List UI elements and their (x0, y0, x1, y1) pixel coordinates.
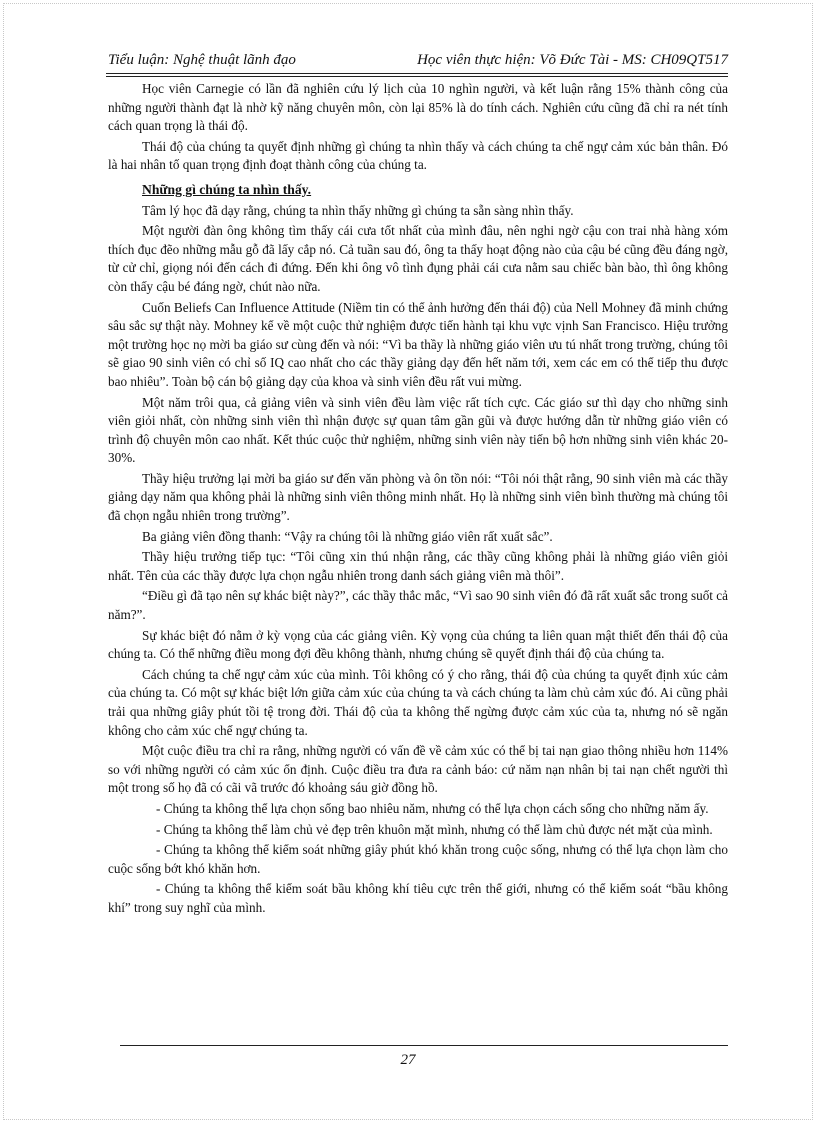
paragraph-13: Một cuộc điều tra chỉ ra rằng, những người có vấn đề về cảm xúc có thể bị tai nạn giao thông nhiều hơn 114% so với những người có cảm xúc ổn định. Cuộc điều tra đưa ra cảnh báo: cứ năm nạn nhân bị tai nạn chết người thì một trong số họ đã có cãi vã trước đó khoảng sáu giờ đồng hồ. (108, 743, 728, 796)
paragraph-11: Sự khác biệt đó nằm ở kỳ vọng của các giảng viên. Kỳ vọng của chúng ta liên quan mật thiết đến thái độ của chúng ta. Có thể những điều mong đợi đều không thành, nhưng chúng sẽ quyết định thái độ của chúng ta. (108, 627, 728, 662)
bullet-item-4: - Chúng ta không thể kiểm soát bầu không khí tiêu cực trên thế giới, nhưng có thể kiểm soát “bầu không khí” trong suy nghĩ của mình. (108, 881, 728, 915)
page-number: 27 (400, 1052, 416, 1068)
paragraph-1: Học viên Carnegie có lần đã nghiên cứu lý lịch của 10 nghìn người, và kết luận rằng 15% thành công của những người thành đạt là nhờ kỹ năng chuyên môn, còn lại 85% là do tính cách. Nghiên cứu cũng đã chỉ ra nét tính cách quan trọng là thái độ. (108, 81, 728, 134)
header-author: Học viên thực hiện: Võ Đức Tài - MS: CH09QT517 (417, 52, 728, 68)
section-heading: Những gì chúng ta nhìn thấy. (142, 181, 312, 197)
page-header (108, 52, 728, 69)
header-title: Tiểu luận: Nghệ thuật lãnh đạo (108, 52, 296, 68)
header-rule (106, 73, 728, 77)
paragraph-4: Một người đàn ông không tìm thấy cái cưa tốt nhất của mình đâu, nên nghi ngờ cậu con trai nhà hàng xóm thích đục đẽo những mẫu gỗ đã lấy cắp nó. Cả tuần sau đó, ông ta thấy hoạt động nào của cậu bé cũng đều đáng ngờ, từ cử chỉ, giọng nói đến cách đi đứng. Đến khi ông vô tình đụng phải cái cưa nằm sau chiếc bàn bào, thì ông không còn thấy cậu bé đáng ngờ, chút nào nữa. (108, 223, 728, 294)
paragraph-12: Cách chúng ta chế ngự cảm xúc của mình. Tôi không có ý cho rằng, thái độ của chúng ta quyết định xúc cảm của chúng ta. Có một sự khác biệt lớn giữa cảm xúc của chúng ta và cách chúng ta làm chủ cảm xúc đó. Ai cũng phải trải qua những giây phút tồi tệ trong đời. Thái độ của ta không thể ngừng được cảm xúc của ta, nhưng nó sẽ ngăn không cho cảm xúc chế ngự chúng ta. (108, 666, 728, 738)
paragraph-5: Cuốn Beliefs Can Influence Attitude (Niềm tin có thể ảnh hưởng đến thái độ) của Nell Mohney đã minh chứng sâu sắc sự thật này. Mohney kể về một cuộc thử nghiệm được tiến hành tại khu vực vịnh San Francisco. Hiệu trưởng một trường học nọ mời ba giáo sư cùng đến và nói: “Vì ba thầy là những giáo viên ưu tú nhất trong trường, chúng tôi sẽ giao 90 sinh viên có chỉ số IQ cao nhất cho các thầy giảng dạy đến hết năm tới, xem các em có thể tiếp thu được bao nhiêu”. Toàn bộ cán bộ giảng dạy của khoa và sinh viên đều rất vui mừng. (108, 299, 728, 389)
paragraph-6: Một năm trôi qua, cả giảng viên và sinh viên đều làm việc rất tích cực. Các giáo sư thì dạy cho những sinh viên giỏi nhất, còn những sinh viên thì nhận được sự quan tâm gần gũi và được hướng dẫn từ những giáo viên có trình độ chuyên môn cao nhất. Kết thúc cuộc thử nghiệm, những sinh viên này tiến bộ hơn những sinh viên khác 20-30%. (108, 394, 728, 466)
paragraph-7: Thầy hiệu trưởng lại mời ba giáo sư đến văn phòng và ôn tồn nói: “Tôi nói thật rằng, 90 sinh viên mà các thầy giảng dạy năm qua không phải là những sinh viên thông minh nhất. Họ là những sinh viên bình thường mà chúng tôi đã chọn ngẫu nhiên trong trường”. (108, 470, 728, 524)
page-body (108, 80, 728, 920)
paragraph-10: “Điều gì đã tạo nên sự khác biệt này?”, các thầy thắc mắc, “Vì sao 90 sinh viên đó đã rất xuất sắc trong suốt cả năm?”. (108, 588, 728, 623)
paragraph-9: Thầy hiệu trưởng tiếp tục: “Tôi cũng xin thú nhận rằng, các thầy cũng không phải là những giáo viên giỏi nhất. Tên của các thầy được lựa chọn ngẫu nhiên trong danh sách giảng viên mà thôi”. (108, 549, 728, 583)
paragraph-3: Tâm lý học đã dạy rằng, chúng ta nhìn thấy những gì chúng ta sẵn sàng nhìn thấy. (142, 202, 574, 218)
bullet-item-1: - Chúng ta không thể lựa chọn sống bao nhiêu năm, nhưng có thể lựa chọn cách sống cho những năm ấy. (156, 800, 709, 816)
bullet-item-3: - Chúng ta không thể kiểm soát những giây phút khó khăn trong cuộc sống, nhưng có thể lựa chọn làm cho cuộc sống bớt khó khăn hơn. (108, 842, 728, 876)
paragraph-2: Thái độ của chúng ta quyết định những gì chúng ta nhìn thấy và cách chúng ta chế ngự cảm xúc bản thân. Đó là hai nhân tố quan trọng định đoạt thành công của chúng ta. (108, 138, 728, 173)
footer-rule (120, 1045, 728, 1046)
bullet-item-2: - Chúng ta không thể làm chủ vẻ đẹp trên khuôn mặt mình, nhưng có thể làm chủ được nét mặt của mình. (156, 821, 713, 837)
paragraph-8: Ba giảng viên đồng thanh: “Vậy ra chúng tôi là những giáo viên rất xuất sắc”. (142, 528, 553, 544)
